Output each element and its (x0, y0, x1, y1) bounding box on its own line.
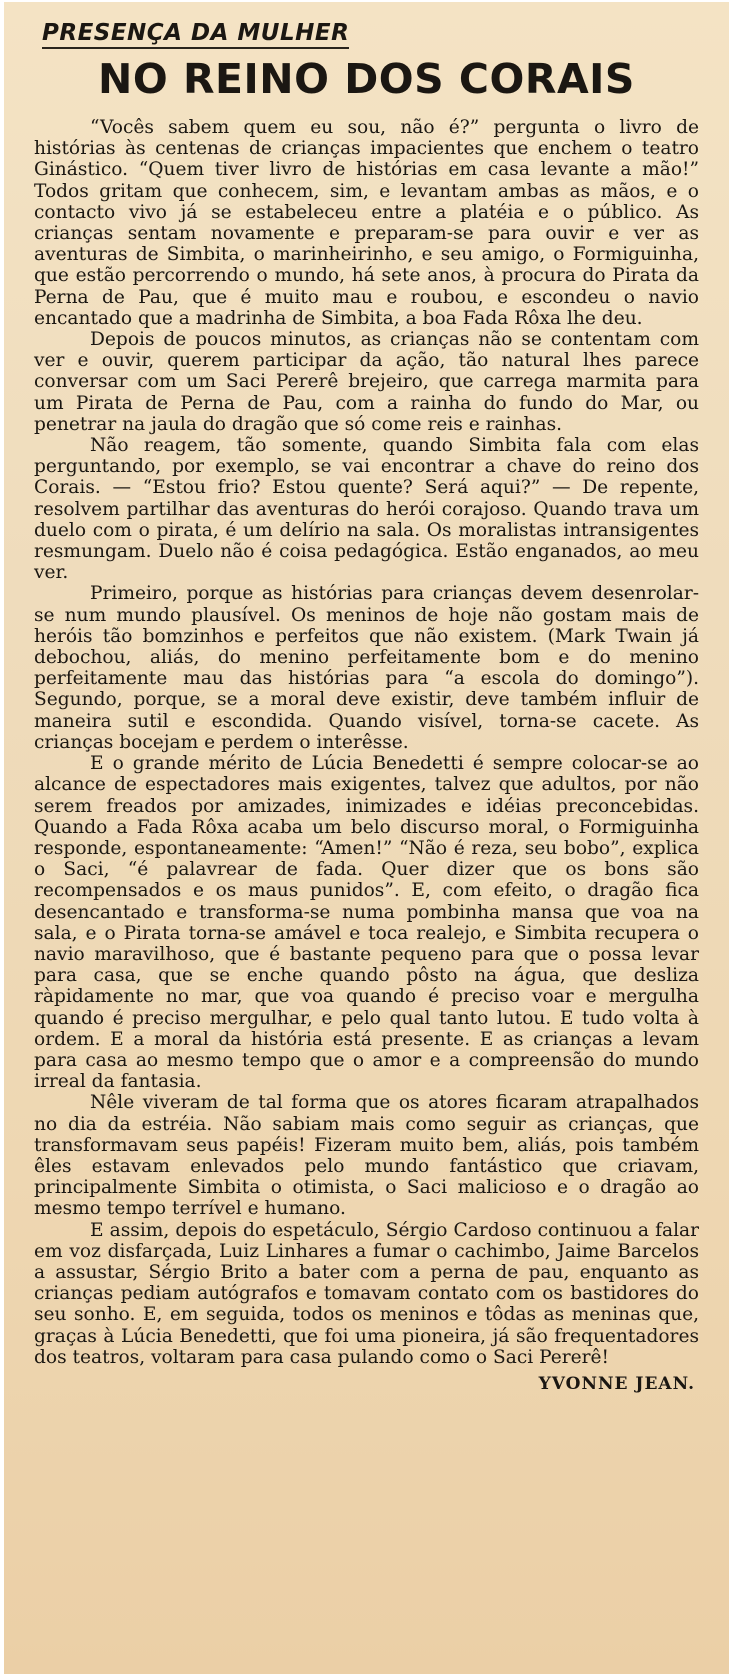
author-signature: YVONNE JEAN. (538, 1373, 695, 1394)
section-label: PRESENÇA DA MULHER (42, 20, 349, 49)
paragraph-3: Não reagem, tão somente, quando Simbita fala com elas perguntando, por exemplo, se vai encontrar a chave do reino dos Corais. — “Estou frio? Estou quente? Será aqui?” — De repente, resolvem partilhar das aventuras do herói corajoso. Quando trava um duelo com o pirata, é um delírio na sala. Os moralistas intransigentes resmungam. Duelo não é coisa pedagógica. Estão enganados, ao meu ver. (34, 435, 699, 584)
newspaper-clipping (4, 2, 729, 1674)
headline: NO REINO DOS CORAIS (98, 55, 635, 103)
paragraph-7: E assim, depois do espetáculo, Sérgio Cardoso continuou a falar em voz disfarçada, Luiz Linhares a fumar o cachimbo, Jaime Barcelos a assustar, Sérgio Brito a bater com a perna de pau, enquanto as crianças pediam autógrafos e tomavam contato com os bastidores do seu sonho. E, em seguida, todos os meninos e tôdas as meninas que, graças à Lúcia Benedetti, que foi uma pioneira, já são frequentadores dos teatros, voltaram para casa pulando como o Saci Pererê! (34, 1219, 699, 1368)
article-body (34, 117, 699, 1368)
paragraph-6: Nêle viveram de tal forma que os atores ficaram atrapalhados no dia da estréia. Não sabiam mais como seguir as crianças, que transformavam seus papéis! Fizeram muito bem, aliás, pois também êles estavam enlevados pelo mundo fantástico que criavam, principalmente Simbita o otimista, o Saci malicioso e o dragão ao mesmo tempo terrível e humano. (34, 1092, 699, 1220)
paragraph-1: “Vocês sabem quem eu sou, não é?” pergunta o livro de histórias às centenas de crianças impacientes que enchem o teatro Ginástico. “Quem tiver livro de histórias em casa levante a mão!” Todos gritam que conhecem, sim, e levantam ambas as mãos, e o contacto vivo já se estabeleceu entre a platéia e o público. As crianças sentam novamente e preparam-se para ouvir e ver as aventuras de Simbita, o marinheirinho, e seu amigo, o Formiguinha, que estão percorrendo o mundo, há sete anos, à procura do Pirata da Perna de Pau, que é muito mau e roubou, e escondeu o navio encantado que a madrinha de Simbita, a boa Fada Rôxa lhe deu. (34, 117, 699, 329)
paragraph-2: Depois de poucos minutos, as crianças não se contentam com ver e ouvir, querem participar da ação, tão natural lhes parece conversar com um Saci Pererê brejeiro, que carrega marmita para um Pirata de Perna de Pau, com a rainha do fundo do Mar, ou penetrar na jaula do dragão que só come reis e rainhas. (34, 329, 699, 435)
paragraph-4: Primeiro, porque as histórias para crianças devem desenrolar-se num mundo plausível. Os meninos de hoje não gostam mais de heróis tão bomzinhos e perfeitos que não existem. (Mark Twain já debochou, aliás, do menino perfeitamente bom e do menino perfeitamente mau das histórias para “a escola do domingo”). Segundo, porque, se a moral deve existir, deve também influir de maneira sutil e escondida. Quando visível, torna-se cacete. As crianças bocejam e perdem o interêsse. (34, 583, 699, 753)
paragraph-5: E o grande mérito de Lúcia Benedetti é sempre colocar-se ao alcance de espectadores mais exigentes, talvez que adultos, por não serem freados por amizades, inimizades e idéias preconcebidas. Quando a Fada Rôxa acaba um belo discurso moral, o Formiguinha responde, espontaneamente: “Amen!” “Não é reza, seu bobo”, explica o Saci, “é palavrear de fada. Quer dizer que os bons são recompensados e os maus punidos”. E, com efeito, o dragão fica desencantado e transforma-se numa pombinha mansa que voa na sala, e o Pirata torna-se amável e toca realejo, e Simbita recupera o navio maravilhoso, que é bastante pequeno para que o possa levar para casa, que se enche quando pôsto na água, que desliza ràpidamente no mar, que voa quando é preciso voar e mergulha quando é preciso mergulhar, e pelo qual tanto lutou. E tudo volta à ordem. E a moral da história está presente. E as crianças a levam para casa ao mesmo tempo que o amor e a compreensão do mundo irreal da fantasia. (34, 753, 699, 1093)
